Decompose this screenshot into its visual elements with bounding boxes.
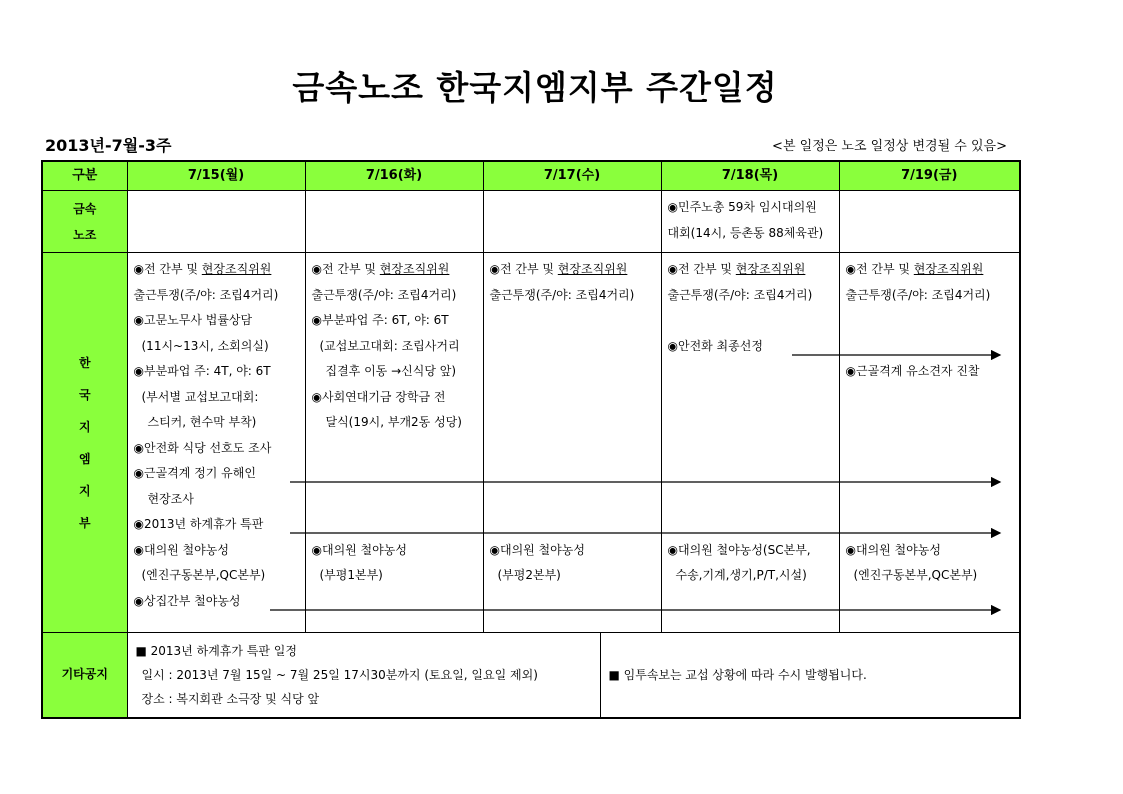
wed-item-2: (부평2본부) [497, 568, 561, 582]
fri-commute-place: 출근투쟁(주/야: 조립4거리) [845, 287, 991, 302]
week-label: 2013년-7월-3주 [45, 136, 172, 155]
metal-fri-cell [839, 191, 1020, 253]
metal-thu-cell [661, 191, 839, 253]
etc-notice-cell [127, 633, 1020, 719]
metal-tue-cell [305, 191, 483, 253]
tue-item-6: ◉대의원 철야농성 [311, 542, 407, 557]
header-category: 구분 [42, 161, 127, 191]
schedule-note: <본 일정은 노조 일정상 변경될 수 있음> [772, 139, 1007, 154]
korea-fri-cell [839, 253, 1020, 633]
fri-commute-line: ◉전 간부 및 현장조직위원 [845, 262, 984, 276]
metal-mon-cell [127, 191, 305, 253]
tue-commute-line: ◉전 간부 및 현장조직위원 [311, 262, 450, 276]
metal-wed-cell [483, 191, 661, 253]
tue-commute-place: 출근투쟁(주/야: 조립4거리) [311, 287, 457, 302]
etc-left-line-3: 장소 : 복지회관 소극장 및 식당 앞 [141, 692, 320, 706]
korea-branch-row [42, 253, 1020, 633]
mon-item-5: 스티커, 현수막 부착) [147, 415, 257, 429]
mon-item-11: (엔진구동본부,QC본부) [141, 568, 266, 582]
fri-item-3: (엔진구동본부,QC본부) [853, 568, 978, 582]
mon-item-8: 현장조사 [147, 491, 194, 506]
tue-item-3: 집결후 이동 →신식당 앞) [325, 364, 457, 378]
header-day-tue: 7/16(화) [305, 161, 483, 191]
tue-item-4: ◉사회연대기금 장학금 전 [311, 389, 446, 404]
etc-notice-row [42, 633, 1020, 719]
korea-tue-cell [305, 253, 483, 633]
korea-mon-cell [127, 253, 305, 633]
wed-item-1: ◉대의원 철야농성 [489, 542, 585, 557]
mon-item-4: (부서별 교섭보고대회: [141, 389, 259, 404]
fri-item-1: ◉근골격계 유소견자 진찰 [845, 364, 980, 378]
mon-item-9: ◉2013년 하계휴가 특판 [133, 517, 264, 531]
wed-commute-line: ◉전 간부 및 현장조직위원 [489, 262, 628, 276]
korea-branch-label: 한 국 지 엠 지 부 [42, 253, 127, 633]
metal-thu-line-2: 대회(14시, 등촌동 88체육관) [667, 225, 824, 240]
etc-right-notice: ■ 임투속보는 교섭 상황에 따라 수시 발행됩니다. [608, 668, 867, 682]
etc-left-line-2: 일시 : 2013년 7월 15일 ~ 7월 25일 17시30분까지 (토요일, 일요일 제외) [141, 668, 538, 682]
tue-item-7: (부평1본부) [319, 568, 383, 582]
etc-left-line-1: ■ 2013년 하계휴가 특판 일정 [135, 644, 297, 658]
mon-commute-place: 출근투쟁(주/야: 조립4거리) [133, 287, 279, 302]
etc-notice-label: 기타공지 [42, 633, 127, 719]
metal-union-label: 금속 노조 [42, 191, 127, 253]
thu-commute-place: 출근투쟁(주/야: 조립4거리) [667, 287, 813, 302]
korea-wed-cell [483, 253, 661, 633]
header-day-thu: 7/18(목) [661, 161, 839, 191]
tue-item-1: ◉부분파업 주: 6T, 야: 6T [311, 313, 449, 327]
thu-item-2: ◉대의원 철야농성(SC본부, [667, 542, 811, 557]
header-day-mon: 7/15(월) [127, 161, 305, 191]
page-title: 금속노조 한국지엠지부 주간일정 [292, 68, 778, 107]
header-day-fri: 7/19(금) [839, 161, 1020, 191]
metal-union-row [42, 191, 1020, 253]
thu-commute-line: ◉전 간부 및 현장조직위원 [667, 262, 806, 276]
tue-item-2: (교섭보고대회: 조립사거리 [319, 338, 460, 353]
mon-commute-line: ◉전 간부 및 현장조직위원 [133, 262, 272, 276]
mon-item-12: ◉상집간부 철야농성 [133, 593, 241, 608]
thu-item-3: 수송,기계,생기,P/T,시설) [675, 568, 807, 582]
tue-item-5: 달식(19시, 부개2동 성당) [325, 415, 462, 429]
mon-item-6: ◉안전화 식당 선호도 조사 [133, 440, 272, 455]
korea-thu-cell [661, 253, 839, 633]
mon-item-3: ◉부분파업 주: 4T, 야: 6T [133, 364, 271, 378]
header-day-wed: 7/17(수) [483, 161, 661, 191]
schedule-table [41, 160, 1021, 719]
mon-item-10: ◉대의원 철야농성 [133, 542, 229, 557]
mon-item-1: ◉고문노무사 법률상담 [133, 313, 253, 327]
metal-thu-line-1: ◉민주노총 59차 임시대의원 [667, 200, 817, 214]
mon-item-2: (11시~13시, 소회의실) [141, 338, 269, 353]
thu-item-1: ◉안전화 최종선정 [667, 338, 763, 353]
header-row [42, 161, 1020, 191]
etc-left-notice [128, 633, 601, 717]
wed-commute-place: 출근투쟁(주/야: 조립4거리) [489, 287, 635, 302]
fri-item-2: ◉대의원 철야농성 [845, 542, 941, 557]
mon-item-7: ◉근골격계 정기 유해인 [133, 466, 256, 480]
